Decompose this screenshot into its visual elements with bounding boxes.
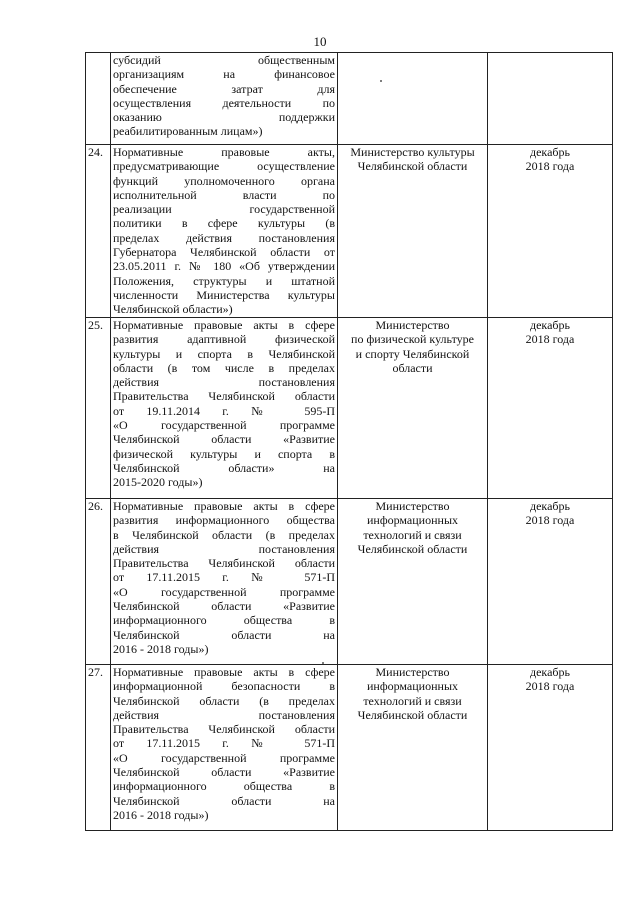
description-line: от 17.11.2015 г. № 571-П — [113, 736, 335, 751]
description-line: Челябинской области на — [113, 627, 335, 642]
responsible-line: Министерство культуры — [350, 145, 475, 159]
description-line: от 17.11.2015 г. № 571-П — [113, 570, 335, 585]
description-line: реализации государственной — [113, 202, 335, 217]
act-description — [111, 665, 338, 831]
description-line: пределах действия постановления — [113, 230, 335, 245]
row-number: 25. — [86, 318, 111, 499]
description-line: действия постановления — [113, 375, 335, 390]
deadline — [488, 318, 613, 499]
scan-speck — [322, 662, 324, 664]
deadline — [488, 665, 613, 831]
description-line: Челябинской области») — [113, 302, 233, 317]
description-line: действия постановления — [113, 541, 335, 556]
deadline-line: 2018 года — [525, 513, 575, 528]
description-line: Правительства Челябинской области — [113, 389, 335, 404]
responsible-line: Министерство — [375, 499, 450, 513]
deadline — [488, 499, 613, 665]
description-line: «О государственной программе — [113, 584, 335, 599]
description-line: предусматривающие осуществление — [113, 159, 335, 174]
deadline-line: 2018 года — [525, 159, 575, 174]
table-row — [86, 53, 613, 145]
responsible-body — [338, 665, 488, 831]
description-line: Губернатора Челябинской области от — [113, 245, 335, 260]
description-line: развития информационного общества — [113, 513, 335, 528]
responsible-body — [338, 499, 488, 665]
description-line: Челябинской области на — [113, 793, 335, 808]
description-line: Правительства Челябинской области — [113, 722, 335, 737]
responsible-body — [338, 53, 488, 145]
description-line: Челябинской области «Развитие — [113, 765, 335, 780]
description-line: информационного общества в — [113, 613, 335, 628]
description-line: Положения, структуры и штатной — [113, 273, 335, 288]
responsible-line: информационных — [366, 679, 459, 694]
act-description — [111, 53, 338, 145]
row-number: 24. — [86, 145, 111, 318]
deadline-line: декабрь — [530, 318, 570, 332]
description-line: исполнительной власти по — [113, 187, 335, 202]
responsible-line: Министерство — [375, 665, 450, 679]
description-line: реабилитированным лицам») — [113, 124, 263, 139]
responsible-line: области — [392, 360, 433, 375]
scan-speck — [380, 80, 382, 82]
description-line: от 19.11.2014 г. № 595-П — [113, 403, 335, 418]
description-line: «О государственной программе — [113, 750, 335, 765]
responsible-line: Челябинской области — [357, 707, 468, 722]
deadline-line: декабрь — [530, 665, 570, 679]
description-line: «О государственной программе — [113, 418, 335, 433]
description-line: 2016 - 2018 годы») — [113, 641, 209, 656]
responsible-line: Челябинской области — [357, 541, 468, 556]
responsible-body — [338, 318, 488, 499]
responsible-line: Челябинской области — [357, 159, 468, 174]
responsible-body — [338, 145, 488, 318]
responsible-line: технологий и связи — [363, 693, 462, 708]
description-line: 23.05.2011 г. № 180 «Об утверждении — [113, 259, 335, 274]
deadline — [488, 53, 613, 145]
description-line: численности Министерства культуры — [113, 287, 335, 302]
description-line: субсидий общественным — [113, 53, 335, 67]
description-line: Правительства Челябинской области — [113, 556, 335, 571]
table-row — [86, 665, 613, 831]
responsible-line: Министерство — [375, 318, 450, 332]
act-description — [111, 318, 338, 499]
description-line: культуры и спорта в Челябинской — [113, 346, 335, 361]
deadline-line: декабрь — [530, 145, 570, 159]
description-line: в Челябинской области (в пределах — [113, 527, 335, 542]
description-line: Нормативные правовые акты в сфере — [113, 665, 335, 679]
description-line: Челябинской области «Развитие — [113, 432, 335, 447]
deadline-line: декабрь — [530, 499, 570, 513]
description-line: политики в сфере культуры (в — [113, 216, 335, 231]
act-description — [111, 145, 338, 318]
table-row — [86, 499, 613, 665]
description-line: обеспечение затрат для — [113, 81, 335, 96]
description-line: информационного общества в — [113, 779, 335, 794]
description-line: оказанию поддержки — [113, 110, 335, 125]
row-number: 27. — [86, 665, 111, 831]
responsible-line: информационных — [366, 513, 459, 528]
description-line: Нормативные правовые акты в сфере — [113, 499, 335, 513]
description-line: Челябинской области (в пределах — [113, 693, 335, 708]
description-line: функций уполномоченного органа — [113, 173, 335, 188]
description-line: Челябинской области «Развитие — [113, 599, 335, 614]
table-body — [86, 53, 613, 831]
table-row — [86, 145, 613, 318]
deadline-line: 2018 года — [525, 679, 575, 694]
description-line: 2015-2020 годы») — [113, 475, 203, 490]
description-line: физической культуры и спорта в — [113, 446, 335, 461]
deadline-line: 2018 года — [525, 332, 575, 347]
legal-acts-table — [85, 52, 613, 831]
description-line: осуществления деятельности по — [113, 95, 335, 110]
description-line: организациям на финансовое — [113, 67, 335, 82]
row-number — [86, 53, 111, 145]
description-line: Нормативные правовые акты, — [113, 145, 335, 159]
responsible-line: по физической культуре — [351, 332, 474, 347]
description-line: действия постановления — [113, 707, 335, 722]
description-line: Челябинской области» на — [113, 460, 335, 475]
page-number: 10 — [313, 34, 327, 49]
table-row — [86, 318, 613, 499]
row-number: 26. — [86, 499, 111, 665]
description-line: 2016 - 2018 годы») — [113, 807, 209, 822]
description-line: информационной безопасности в — [113, 679, 335, 694]
responsible-line: и спорту Челябинской — [355, 346, 470, 361]
deadline — [488, 145, 613, 318]
description-line: области (в том числе в пределах — [113, 360, 335, 375]
description-line: Нормативные правовые акты в сфере — [113, 318, 335, 332]
responsible-line: технологий и связи — [363, 527, 462, 542]
act-description — [111, 499, 338, 665]
description-line: развития адаптивной физической — [113, 332, 335, 347]
